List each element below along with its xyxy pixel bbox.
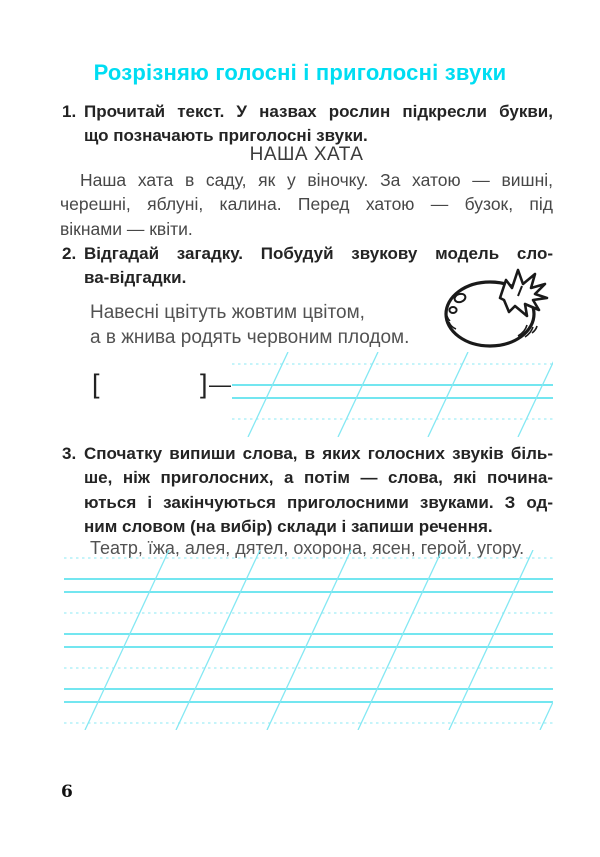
task-1-instruction-line: Прочитай текст. У назвах рослин підкресли букви, — [84, 102, 553, 121]
task-3-instruction-line: ним словом (на вибір) склади і запиши речення. — [84, 516, 493, 536]
task-3-instruction-line: ються і закінчуються приголосними звуками. З од- — [84, 492, 553, 512]
task-3-instruction-line: ше, ніж приголосних, а потім — слова, які почина- — [84, 468, 553, 488]
riddle-text — [90, 301, 409, 350]
sound-model-dash: — — [209, 372, 231, 397]
lesson-title: Розрізняю голосні і приголосні звуки — [93, 60, 507, 85]
task-3-instruction-line: Спочатку випиши слова, в яких голосних звуків біль- — [84, 444, 553, 463]
task-1-instruction-line: що позначають приголосні звуки. — [84, 126, 368, 146]
tomato-illustration — [438, 266, 550, 352]
page-number: 6 — [61, 782, 73, 802]
task-2-instruction-line: Відгадай загадку. Побудуй звукову модель сло- — [84, 244, 553, 263]
task-2-instruction-line: ва-відгадки. — [84, 268, 187, 288]
reading-line: вікнами — квіти. — [60, 218, 193, 239]
tomato-calyx — [500, 270, 547, 316]
riddle-line: Навесні цвітуть жовтим цвітом, — [90, 302, 365, 323]
task-1 — [60, 100, 553, 149]
handwriting-lines-small — [232, 352, 553, 437]
sound-model-bracket-close: ] — [200, 369, 208, 399]
task-2-number: 2. — [62, 244, 77, 263]
reading-line: Наша хата в саду, як у віночку. За хатою — вишні, — [80, 170, 553, 190]
task-1-number: 1. — [62, 102, 77, 121]
task-3-number: 3. — [62, 444, 77, 463]
riddle-line: а в жнива родять червоним плодом. — [90, 326, 410, 348]
reading-text-body — [60, 168, 553, 241]
reading-line: черешні, яблуні, калина. Перед хатою — бузок, під — [60, 194, 553, 215]
reading-text-title: НАША ХАТА — [249, 144, 364, 165]
word-list: Театр, їжа, алея, дятел, охорона, ясен, герой, угору. — [90, 538, 525, 558]
task-3 — [60, 442, 553, 539]
handwriting-lines-large — [64, 550, 553, 730]
sound-model-bracket-open: [ — [92, 369, 100, 399]
